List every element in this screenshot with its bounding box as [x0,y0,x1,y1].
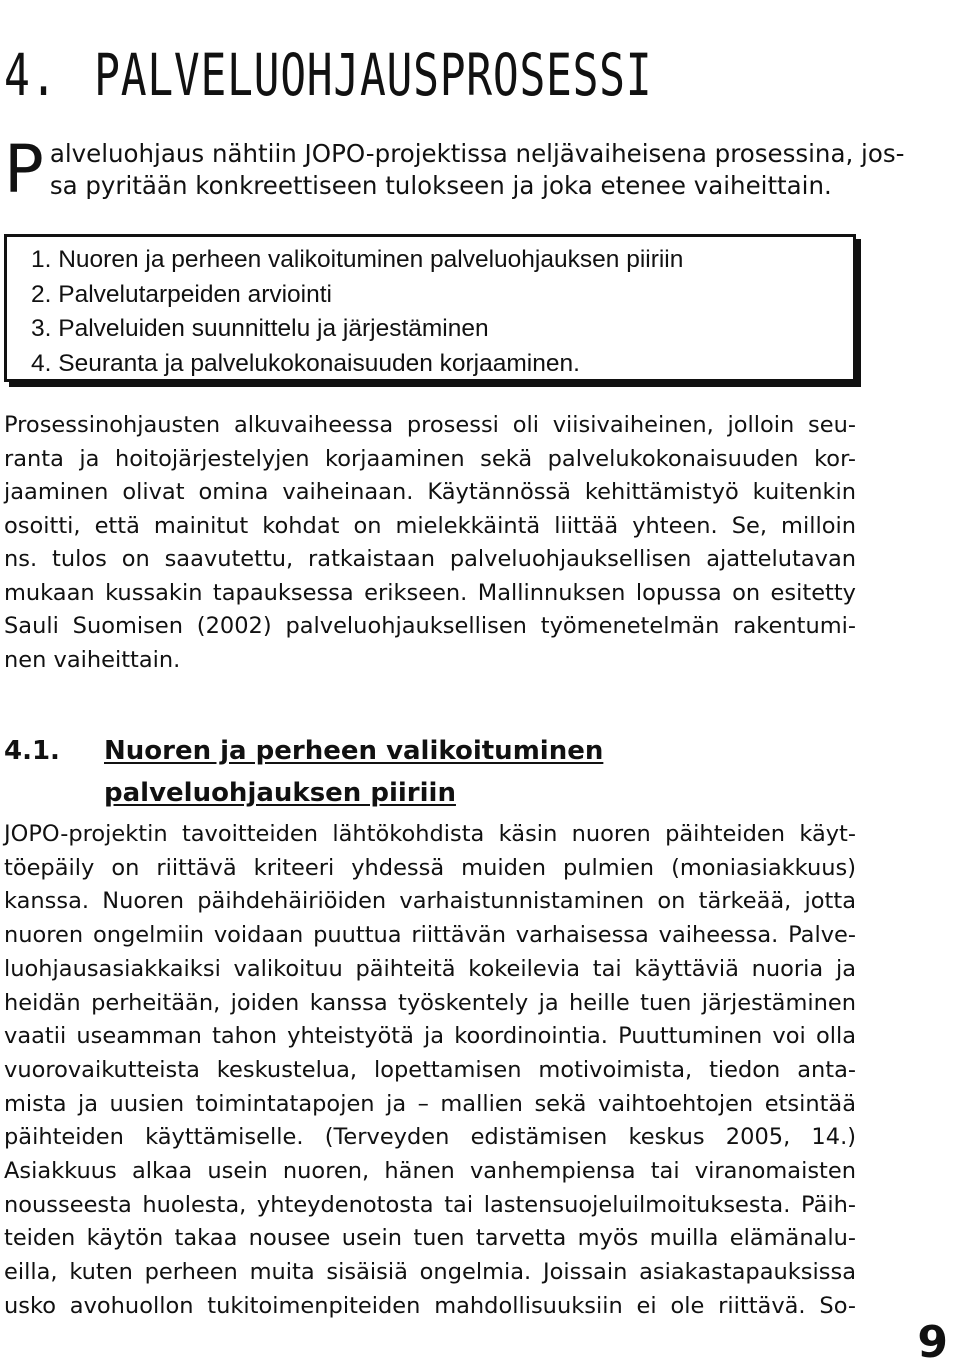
section-title-line: palveluohjauksen piiriin [104,777,456,808]
paragraph-line: mukaan kussakin tapauksessa erikseen. Mallinnuksen lopussa on esitetty [4,579,856,606]
phase-item: 4. Seuranta ja palvelukokonaisuuden korjaaminen. [31,349,580,377]
paragraph-line: mista ja uusien toimintatapojen ja – mallien sekä vaihtoehtojen etsintää [4,1090,856,1117]
section-title-line: Nuoren ja perheen valikoituminen [104,735,604,766]
section-title [104,730,603,814]
paragraph-line: JOPO-projektin tavoitteiden lähtökohdista käsin nuoren päihteiden käyt- [4,821,856,847]
paragraph-line: ns. tulos on saavutettu, ratkaistaan palveluohjauksellisen ajattelutavan [4,546,856,572]
paragraph-line: vuorovaikutteista keskustelua, lopettamisen motivoimista, tiedon anta- [4,1056,856,1083]
chapter-title-text: PALVELUOHJAUSPROSESSI [94,40,653,109]
drop-cap: P [4,131,44,208]
paragraph-line: teiden käytön takaa nousee usein tuen tarvetta myös muilla elämänalu- [4,1225,856,1252]
paragraph-line: jaaminen olivat omina vaiheinaan. Käytännössä kehittämistyö kuitenkin [4,479,856,505]
paragraph-line: Prosessinohjausten alkuvaiheessa prosessi oli viisivaiheinen, jolloin seu- [4,412,856,438]
paragraph-line: usko avohuollon tukitoimenpiteiden mahdollisuuksiin ei ole riittävä. So- [4,1292,856,1319]
phase-list-box [4,234,856,382]
paragraph-line: Sauli Suomisen (2002) palveluohjauksellisen työmenetelmän rakentumi- [4,613,856,639]
intro-line: sa pyritään konkreettiseen tulokseen ja joka etenee vaiheittain. [49,171,832,200]
section-number: 4.1. [4,735,60,766]
chapter-number: 4. [4,40,58,109]
body-paragraph-1 [4,409,856,677]
paragraph-line: eilla, kuten perheen muita sisäisiä ongelmia. Joissain asiakastapauksissa [4,1259,856,1286]
paragraph-line: päihteiden käyttämiselle. (Terveyden edistämisen keskus 2005, 14.) [4,1124,856,1151]
paragraph-line: heidän perheitään, joiden kanssa työskentely ja heille tuen järjestäminen [4,989,856,1016]
paragraph-line: Asiakkuus alkaa usein nuoren, hänen vanhempiensa tai viranomaisten [4,1158,856,1185]
phase-item: 1. Nuoren ja perheen valikoituminen palveluohjauksen piiriin [31,246,684,273]
paragraph-line: nuoren ongelmiin voidaan puuttua riittävän varhaisessa vaiheessa. Palve- [4,922,856,949]
phase-item: 3. Palveluiden suunnittelu ja järjestäminen [31,315,489,342]
intro-line: alveluohjaus nähtiin JOPO-projektissa neljävaiheisena prosessina, jos- [49,139,905,168]
chapter-title [4,39,652,111]
paragraph-line: vaatii useamman tahon yhteistyötä ja koordinointia. Puuttuminen voi olla [4,1023,856,1050]
paragraph-line: osoitti, että mainitut kohdat on mielekkäintä liittää yhteen. Se, milloin [4,512,856,539]
paragraph-line: töepäily on riittävä kriteeri yhdessä muiden pulmien (moniasiakkuus) [4,854,856,881]
paragraph-line: ranta ja hoitojärjestelyjen korjaaminen sekä palvelukokonaisuuden kor- [4,445,856,472]
intro-paragraph [4,131,905,208]
paragraph-line: kanssa. Nuoren päihdehäiriöiden varhaistunnistaminen on tärkeää, jotta [4,888,856,915]
phase-item: 2. Palvelutarpeiden arviointi [31,280,332,308]
paragraph-line: luohjausasiakkaiksi valikoituu päihteitä kokeilevia tai käyttäviä nuoria ja [4,955,856,982]
phase-list [7,237,853,381]
body-paragraph-2 [4,818,856,1324]
paragraph-line: nen vaiheittain. [4,646,181,673]
page-number: 9 [917,1317,948,1368]
paragraph-line: nousseesta huolesta, yhteydenotosta tai lastensuojeluilmoituksesta. Päih- [4,1191,856,1218]
